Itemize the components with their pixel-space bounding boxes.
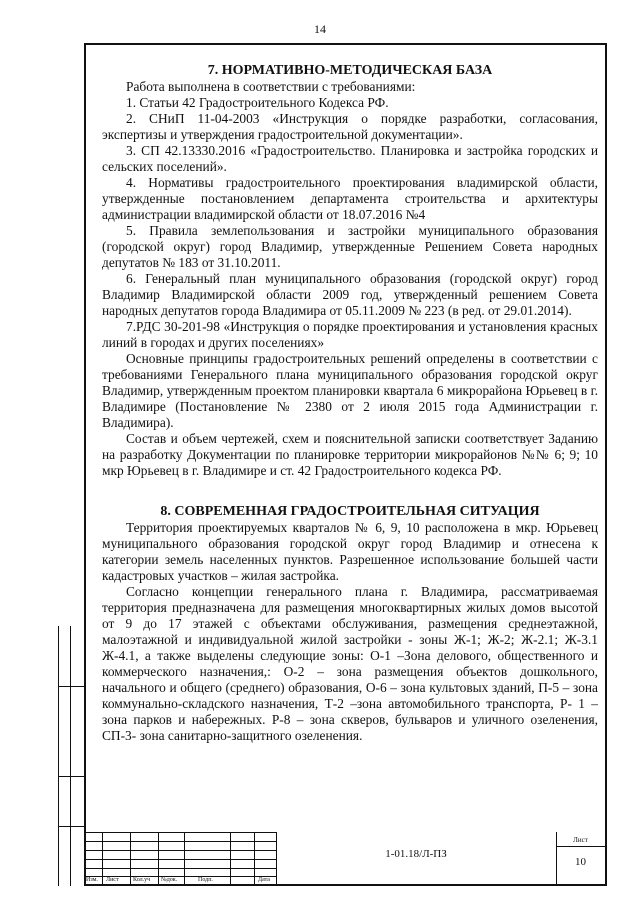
sheet-number: 10 bbox=[575, 856, 586, 868]
paragraph: 5. Правила землепользования и застройки муниципального образования (городской округ) город Владимир, утвержденные Решением Совета народных депутатов № 183 от 31.10.2011. bbox=[102, 223, 598, 270]
section-8-heading: 8. СОВРЕМЕННАЯ ГРАДОСТРОИТЕЛЬНАЯ СИТУАЦИЯ bbox=[160, 504, 540, 519]
title-block-label: Изм. bbox=[86, 877, 98, 883]
document-body bbox=[102, 62, 598, 744]
paragraph: Согласно концепции генерального плана г. Владимира, рассматриваемая территория предназначена для размещения многоквартирных жилых домов высотой от 9 до 17 этажей с объектами обслуживания, размещения среднеэтажной, малоэтажной и индивидуальной жилой застройки - зоны Ж-1; Ж-2; Ж-2.1; Ж-3.1 Ж-4.1, а также выделены следующие зоны: О-1 –Зона делового, общественного и коммерческого назначения,: О-2 – зона размещения объектов дошкольного, начального и общего (среднего) образования, О-6 – зона культовых зданий, П-5 – зона коммунально-складского назначения, Т-2 –зона автомобильного транспорта, Р- 1 – зона парков и набережных. Р-8 – зона скверов, бульваров и уличного озеленения, СП-3- зона санитарно-защитного озеленения. bbox=[102, 584, 598, 743]
paragraph: Работа выполнена в соответствии с требованиями: bbox=[126, 79, 416, 94]
title-block bbox=[84, 832, 607, 886]
paragraph: 7.РДС 30-201-98 «Инструкция о порядке проектирования и установления красных линий в городах и других поселениях» bbox=[102, 319, 598, 350]
title-block-label: №док. bbox=[161, 877, 178, 883]
paragraph: 6. Генеральный план муниципального образования (городской округ) город Владимир Владимирской области 2009 год, утвержденный решением Совета народных депутатов города Владимира от 05.11.2009 № 223 (в ред. от 29.01.2014). bbox=[102, 271, 598, 318]
paragraph: 4. Нормативы градостроительного проектирования владимирской области, утвержденные постановлением департамента строительства и архитектуры администрации владимирской области от 18.07.2016 №4 bbox=[102, 175, 598, 222]
title-block-label: Дата bbox=[258, 877, 270, 883]
section-7-heading: 7. НОРМАТИВНО-МЕТОДИЧЕСКАЯ БАЗА bbox=[207, 63, 493, 78]
paragraph: Состав и объем чертежей, схем и пояснительной записки соответствует Заданию на разработку Документации по планировке территории микрорайонов №№ 6; 9; 10 мкр Юрьевец в г. Владимире и ст. 42 Градостроительного кодекса РФ. bbox=[102, 431, 598, 478]
paragraph: 3. СП 42.13330.2016 «Градостроительство. Планировка и застройка городских и сельских поселений». bbox=[102, 143, 598, 174]
paragraph: Основные принципы градостроительных решений определены в соответствии с требованиями Генерального плана муниципального образования городской округ Владимир, утвержденным проектом планировки квартала 6 микрорайона Юрьевец в г. Владимире (Постановление № 2380 от 2 июля 2015 года Администрации г. Владимира). bbox=[102, 351, 598, 430]
sheet-label: Лист bbox=[573, 836, 588, 844]
paragraph: Территория проектируемых кварталов № 6, 9, 10 расположена в мкр. Юрьевец муниципального образования городской округ город Владимир и отнесена к категории земель населенных пунктов. Разрешенное использование большей части кадастровых участков – жилая застройка. bbox=[102, 520, 598, 583]
paragraph: 2. СНиП 11-04-2003 «Инструкция о порядке разработки, согласования, экспертизы и утверждения градостроительной документации». bbox=[102, 111, 598, 142]
document-code: 1-01.18/Л-ПЗ bbox=[385, 848, 447, 860]
page-number: 14 bbox=[314, 22, 326, 36]
title-block-label: Кол.уч bbox=[133, 877, 151, 883]
paragraph: 1. Статьи 42 Градостроительного Кодекса РФ. bbox=[126, 95, 389, 110]
left-margin-strip bbox=[58, 626, 84, 886]
title-block-label: Подп. bbox=[198, 877, 213, 883]
title-block-label: Лист bbox=[106, 877, 119, 883]
